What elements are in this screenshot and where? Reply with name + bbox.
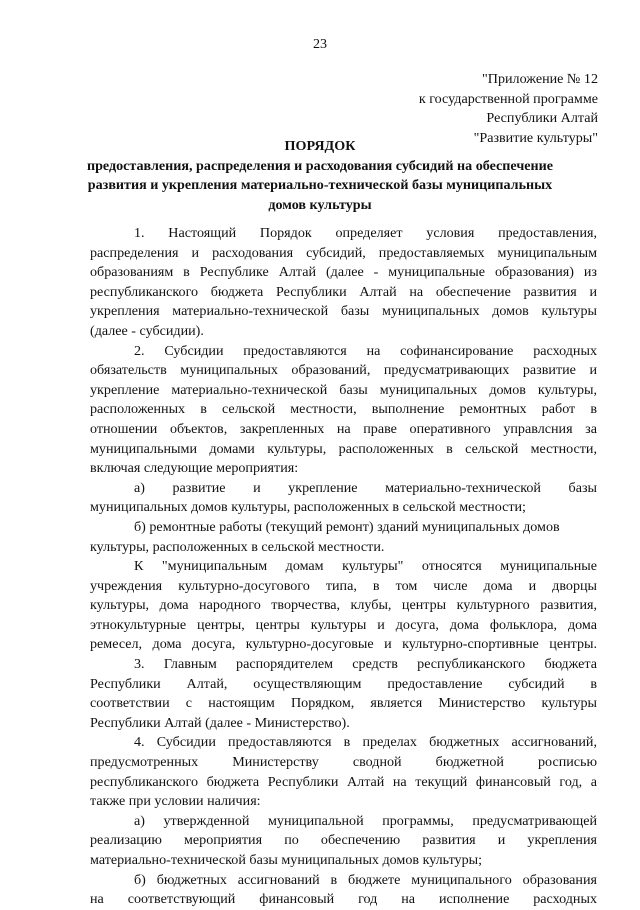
body-text-line: республиканского бюджета Республики Алтай на текущий финансовый год, а: [90, 773, 597, 790]
appendix-line: "Развитие культуры": [473, 129, 598, 146]
body-text-line: культуры, расположенных в сельской местности.: [90, 538, 385, 555]
body-text-line: на соответствующий финансовый год на исполнение расходных: [90, 891, 597, 908]
appendix-line: "Приложение № 12: [482, 71, 598, 87]
body-text-line: 3. Главным распорядителем средств республиканского бюджета: [134, 656, 597, 673]
body-text-line: отношении объектов, закрепленных на праве оперативного управлсния за: [90, 420, 597, 437]
body-text-line: муниципальных домов культуры, расположенных в сельской местности;: [90, 499, 526, 516]
body-text-line: учреждения культурно-досугового типа, в том числе дома и дворцы: [90, 577, 597, 594]
body-text-line: б) ремонтные работы (текущий ремонт) зданий муниципальных домов: [134, 518, 560, 535]
body-text-line: материально-технической базы муниципальных домов культуры;: [90, 852, 483, 868]
document-title: ПОРЯДОК: [284, 138, 356, 154]
body-text-line: реализацию мероприятия по обеспечению развития и укрепления: [90, 832, 597, 849]
body-text-line: 1. Настоящий Порядок определяет условия предоставления,: [134, 225, 597, 241]
appendix-line: к государственной программе: [418, 90, 598, 107]
body-text-line: этнокультурные центры, центры культуры и досуга, дома фольклора, дома: [90, 616, 597, 633]
body-text-line: укрепление материально-технической базы муниципальных домов культуры,: [90, 381, 597, 398]
body-text-line: обязательств муниципальных образований, предусматривающих развитие и: [90, 362, 597, 379]
body-text-line: муниципальными домами культуры, расположенных в сельской местности,: [90, 440, 597, 457]
body-text-line: 2. Субсидии предоставляются на софинансирование расходных: [134, 342, 597, 359]
body-text-line: Республики Алтай (далее - Министерство).: [90, 714, 350, 731]
body-text-line: б) бюджетных ассигнований в бюджете муниципального образования: [134, 871, 597, 888]
document-subtitle-line: развития и укрепления материально-технической базы муниципальных: [87, 177, 553, 194]
body-text-line: ремесел, дома досуга, культурно-досуговые и культурно-спортивные центры.: [90, 636, 597, 653]
body-text-line: а) утвержденной муниципальной программы, предусматривающей: [134, 812, 597, 829]
document-heading: [82, 137, 558, 215]
body-text-line: предусмотренных Министерству сводной бюджетной росписью: [90, 754, 597, 771]
body-text-line: а) развитие и укрепление материально-технической базы: [134, 479, 597, 496]
body-text-line: К "муниципальным домам культуры" относятся муниципальные: [134, 558, 597, 575]
body-text-line: республиканского бюджета Республики Алтай на обеспечение развития и: [90, 283, 597, 300]
body-text-line: культуры, дома народного творчества, клубы, центры культурного развития,: [90, 597, 597, 614]
body-text-line: расположенных в сельской местности, выполнение ремонтных работ в: [90, 401, 597, 418]
body-text-line: укрепления материально-технической базы муниципальных домов культуры: [90, 303, 597, 320]
body-text-line: (далее - субсидии).: [90, 322, 204, 339]
body-text-line: 4. Субсидии предоставляются в пределах бюджетных ассигнований,: [134, 734, 597, 751]
document-subtitle-line: домов культуры: [268, 196, 372, 213]
body-text-line: Республики Алтай, осуществляющим предоставление субсидий в: [90, 675, 597, 692]
body-text-line: также при условии наличия:: [90, 793, 261, 810]
body-text-line: включая следующие мероприятия:: [90, 460, 299, 477]
document-subtitle-line: предоставления, распределения и расходования субсидий на обеспечение: [86, 157, 554, 174]
page-number: 23: [312, 36, 328, 52]
document-body: [90, 224, 597, 910]
appendix-line: Республики Алтай: [486, 110, 598, 127]
body-text-line: распределения и расходования субсидий, предоставляемых муниципальным: [90, 244, 597, 261]
body-text-line: образованиям в Республике Алтай (далее - муниципальные образования) из: [90, 264, 597, 281]
body-text-line: соответствии с настоящим Порядком, является Министерство культуры: [90, 695, 597, 712]
